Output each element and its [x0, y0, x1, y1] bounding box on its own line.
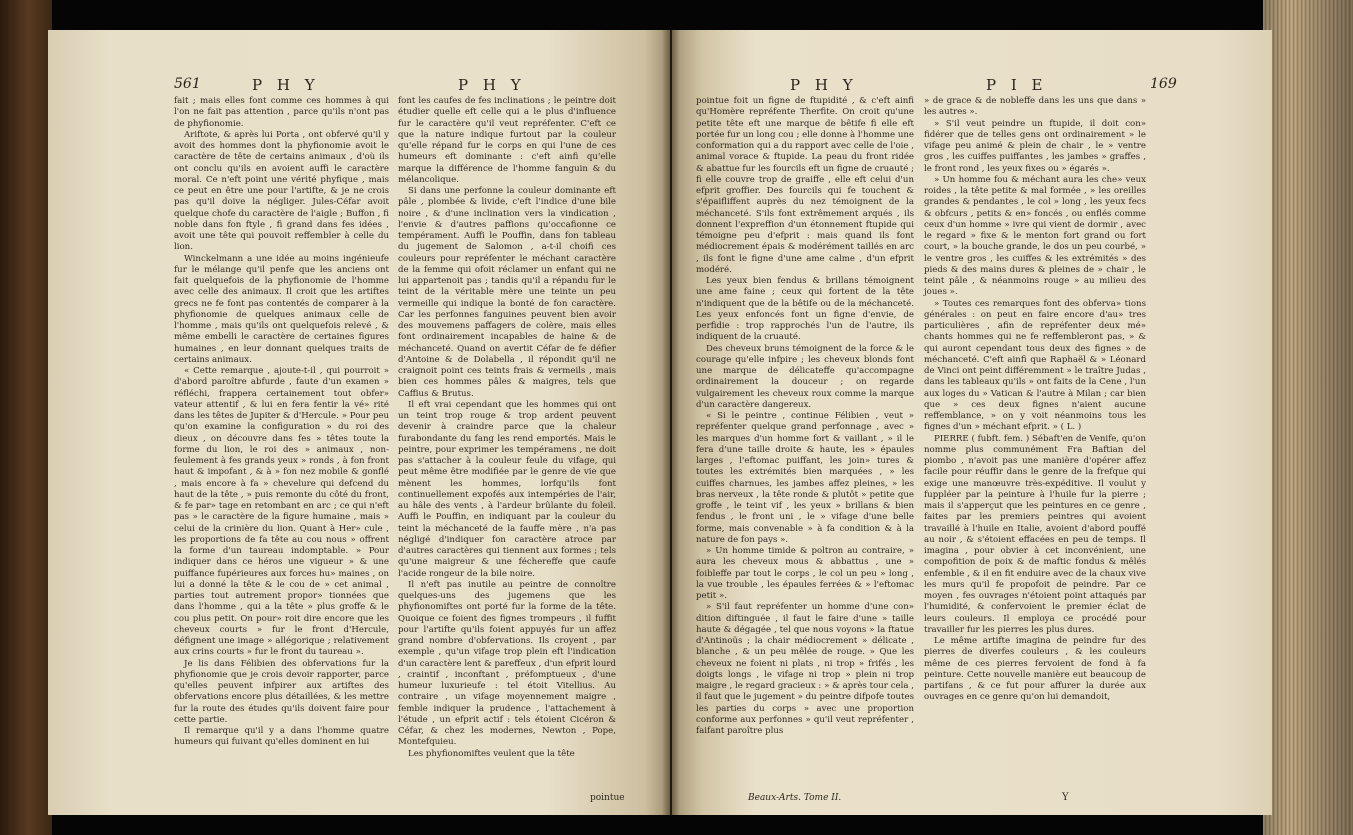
left-running-head-1: P H Y — [252, 76, 320, 94]
right-running-head-1: P H Y — [790, 76, 858, 94]
paragraph: « Si le peintre , continue Félibien , veut » repréfenter quelque grand perfonnage , avec » les marques d'un homme fort & vaillant , » il le fera d'une taille droite & haute, les » épaules larges , l'eftomac puiffant, les join» tures & toutes les extrémités bien marquées , » les cuiffes charnues, les jambes affez pleines, » les bras nerveux , la tête ronde & plutôt » petite que groffe , le teint vif , les yeux » brillans & bien fendus , le front uni , le » vifage d'une belle forme, mais convenable » à fa condition & à la nature de fon pays ». — [696, 411, 914, 545]
paragraph: Des cheveux bruns témoignent de la force & le courage qu'elle infpire ; les cheveux blonds font une marque de délicateffe qu'accompagne ordinairement la douceur ; on regarde vulgairement les cheveux roux comme la marque d'un caractère dangereux. — [696, 343, 914, 410]
paragraph: Si dans une perfonne la couleur dominante eft pâle , plombée & livide, c'eft l'indice d'une bile noire , & d'une inclination vers la vindication , l'envie & d'autres paffions qu'occafionne ce tempérament. Auffi le Pouffin, dans fon tableau du jugement de Salomon , a-t-il choifi ces couleurs pour repréfenter le méchant caractère de la femme qui ofoit réclamer un enfant qui ne lui appartenoit pas ; tandis qu'il a répandu fur le teint de la véritable mère une teinte un peu vermeille qui indique la bonté de fon caractère. Car les perfonnes fanguines peuvent bien avoir des mouvemens paffagers de colère, mais elles font ordinairement incapables de haine & de méchanceté. Quand on avertit Céfar de fe défier d'Antoine & de Dolabella , il répondit qu'il ne craignoit point ces teints frais & vermeils , mais bien ces hommes pâles & maigres, tels que Caffius & Brutus. — [398, 186, 616, 399]
right-page-number: 169 — [1150, 76, 1177, 92]
paragraph: » S'il faut repréfenter un homme d'une con» dition diftinguée , il faut le faire d'une » taille haute & dégagée , tel que nous voyons » la ftatue d'Antinoüs ; la chair médiocrement » délicate , blanche , & un peu mêlée de rouge. » Que les cheveux ne foient ni plats , ni trop » frifés , les doigts longs , le vifage ni trop » plein ni trop maigre , le regard gracieux : » & après tour cela , il faut que le jugement » du peintre difpofe toutes les parties du corps » avec une proportion conforme aux perfonnes » qu'il veut repréfenter , faifant paroître plus — [696, 602, 914, 736]
page-edges-shade — [1263, 0, 1353, 835]
paragraph: PIERRE ( fubft. fem. ) Sébaft'en de Venife, qu'on nomme plus communément Fra Baftian del piombo , n'avoit pas une manière d'opérer affez facile pour réuffir dans le genre de la frefque qui exige une manœuvre très-expéditive. Il voulut y fuppléer par la peinture à l'huile fur la pierre ; mais il s'apperçut que les peintures en ce genre , faites par les premiers peintres qui avoient travaillé à l'huile en Italie, avoient d'abord pouffé au noir , & s'étoient effacées en peu de temps. Il imagina , pour obvier à cet inconvénient, une compofition de poix & de maftic fondus & mêlés enfemble , & il en fit enduire avec de la chaux vive les murs qu'il fe propofoit de peindre. Par ce moyen , fes ouvrages n'étoient point attaqués par l'humidité, & confervoient le premier éclat de leurs couleurs. Il employa ce procédé pour travailler fur les pierres les plus dures. — [924, 433, 1146, 635]
paragraph: font les caufes de fes inclinations ; le peintre doit étudier quelle eft celle qui a le plus d'influence fur le caractère qu'il veut repréfenter. C'eft ce que la nature indique furtout par la couleur qu'elle répand fur le corps en qui l'une de ces humeurs eft dominante : c'eft ainfi qu'elle marque la différence de l'homme fanguin & du mélancolique. — [398, 96, 616, 185]
paragraph: » Un homme timide & poltron au contraire, » aura les cheveux mous & abbattus , une » foibleffe par tout le corps , le col un peu » long , la vue trouble , les épaules ferrées & » l'eftomac petit ». — [696, 546, 914, 601]
left-running-head-2: P H Y — [458, 76, 526, 94]
paragraph: Il n'eft pas inutile au peintre de connoître quelques-uns des jugemens que les phyfionomiftes ont porté fur la forme de la tête. Quoique ce foient des fignes trompeurs , il fuffit pour l'artifte qu'ils foient appuyés fur un affez grand nombre d'obfervations. Ils croyent , par exemple , qu'un vifage trop plein eft l'indication d'un caractère lent & pareffeux , d'un efprit lourd , craintif , inconftant , préfomptueux , d'une humeur luxurieufe : tel étoit Vitellius. Au contraire , un vifage moyennement maigre , femble indiquer la prudence , l'attachement à l'étude , un efprit actif : tels étoient Cicéron & Céfar, & chez les modernes, Newton , Pope, Montefquieu. — [398, 579, 616, 748]
paragraph: » de grace & de nobleffe dans les uns que dans » les autres ». — [924, 96, 1146, 118]
paragraph: » Un homme fou & méchant aura les che» veux roides , la tête petite & mal formée , » les oreilles grandes & pendantes , le col » long , les yeux fecs & obfcurs , petits & en» foncés , ou enflés comme ceux d'un homme » ivre qui vient de dormir , avec le regard » fixe & le menton fort grand ou fort court, » la bouche grande, le dos un peu courbé, » le ventre gros , les cuiffes & les extrémités » des pieds & des mains dures & pleines de » chair , le teint pâle , & néanmoins rouge » au milieu des joues ». — [924, 174, 1146, 298]
book-cover-edge — [0, 0, 52, 835]
paragraph: » S'il veut peindre un ftupide, il doit con» fidérer que de telles gens ont ordinairement » le vifage peu animé & plein de chair , le » ventre gros , les cuiffes puiffantes , les jambes » graffes , le front rond , les yeux fixes ou » égarés ». — [924, 118, 1146, 174]
paragraph: Les phyfionomiftes veulent que la tête — [408, 748, 575, 759]
left-catchword: pointue — [590, 793, 625, 803]
paragraph: « Cette remarque , ajoute-t-il , qui pourroit » d'abord paroître abfurde , faute d'un examen » réfléchi, frappera certainement tout obfer» vateur attentif , & lui en fera fentir la vé» rité dans les têtes de Jupiter & d'Hercule. » Pour peu qu'on examine la configuration » du roi des dieux , on découvre dans fes » têtes toute la forme du lion, le roi des » animaux , non-feulement à fes grands yeux » ronds , à fon front haut & impofant , & à » fon nez mobile & gonflé , mais encore à fa » chevelure qui defcend du haut de la tête , » puis remonte du côté du front, & fe par» tage en retombant en arc ; ce qui n'eft pas » le caractère de la figure humaine , mais » celui de la crinière du lion. Quant à Her» cule , les proportions de fa tête au cou nous » offrent la forme d'un taureau indomptable. » Pour indiquer dans ce héros une vigueur » & une puiffance fupérieures aux forces hu» maines , on lui a donné la tête & le cou de » cet animal , parties tout autrement propor» tionnées que dans l'homme , qui a la tête » plus groffe & le cou plus petit. On pour» roit dire encore que les cheveux courts » fur le front d'Hercule, défignent une image » allégorique ; relativement aux crins courts » fur le front du taureau ». — [174, 366, 389, 658]
paragraph: Il eft vrai cependant que les hommes qui ont un teint trop rouge & trop ardent peuvent devenir à craindre parce que la chaleur furabondante du fang les rend emportés. Mais le peintre, pour exprimer les tempéramens , ne doit pas s'attacher à la couleur feule du vifage, qui peut même être modifiée par le genre de vie que mènent les hommes, lorfqu'ils font continuellement expofés aux intempéries de l'air, au hâle des vents , à l'ardeur brûlante du foleil. Auffi le Pouffin, en indiquant par la couleur du teint la méchanceté de la fauffe mère , n'a pas négligé d'indiquer fon caractère atroce par d'autres caractères qui tiennent aux formes ; tels qu'une maigreur & une féchereffe que caufe l'acide rongeur de la bile noire. — [398, 399, 616, 579]
left-page-column-1 — [174, 96, 389, 786]
paragraph: Ariftote, & après lui Porta , ont obfervé qu'il y avoit des hommes dont la phyfionomie avoit le caractère de tête de certains animaux , d'où ils ont conclu qu'ils en avoient auffi le caractère moral. Ce n'eft point une vérité phyfique , mais ce peut en être une pour l'artifte, & je ne crois pas qu'il doive la négliger. Jules-Céfar avoit quelque chofe du caractère de l'aigle ; Buffon , fi noble dans fon ftyle , fi grand dans fes idées , avoit une tête qui pouvoit reffembler à celle du lion. — [174, 129, 389, 253]
left-page-number: 561 — [174, 76, 201, 92]
paragraph: Winckelmann a une idée au moins ingénieufe fur le mélange qu'il penfe que les anciens ont fait quelquefois de la phyfionomie de l'homme avec celle des animaux. Il croit que les artiftes grecs ne fe font pas contentés de comparer à la phyfionomie de quelques animaux celle de l'homme , mais qu'ils ont quelquefois relevé , & même embelli le caractère de certaines figures humaines , en leur donnant quelques traits de certains animaux. — [174, 253, 389, 365]
paragraph: pointue foit un figne de ftupidité , & c'eft ainfi qu'Homère repréfente Therfite. On croit qu'une petite tête eft une marque de bêtife fi elle eft portée fur un long cou ; elle donne à l'homme une conformation qui a du rapport avec celle de l'oie , animal vorace & ftupide. La peau du front ridée & abattue fur les fourcils eft un figne de cruauté ; fi elle couvre trop de graiffe , elle eft celui d'un efprit groffier. Des fourcils qui fe touchent & s'épaifliffent auprès du nez témoignent de la méchanceté. S'ils font extrêmement arqués , ils donnent l'expreffion d'un étonnement ftupide qui témoigne peu d'efprit : mais quand ils font médiocrement épais & modérément taillés en arc , ils font le figne d'une ame calme , d'un efprit modéré. — [696, 96, 914, 275]
signature-mark: Y — [1062, 792, 1069, 803]
paragraph: » Toutes ces remarques font des obferva» tions générales : on peut en faire encore d'au» tres particulières , afin de repréfenter deux mé» chants hommes qui ne fe reffembleront pas, » & qui auront cependant tous deux des fignes » de méchanceté. C'eft ainfi que Raphaël & » Léonard de Vinci ont peint différemment » le traître Judas , dans les tableaux qu'ils » ont faits de la Cene , l'un aux loges du » Vatican & l'autre à Milan ; car bien que » ces deux fignes n'aient aucune reffemblance, » on y voit néanmoins tous les fignes d'un » méchant efprit. » ( L. ) — [924, 298, 1146, 433]
paragraph: Je lis dans Félibien des obfervations fur la phyfionomie que je crois devoir rapporter, parce qu'elles peuvent infpirer aux artiftes des obfervations encore plus détaillées, & les mettre fur la route des études qu'ils doivent faire pour cette partie. — [174, 658, 389, 725]
paragraph: Le même artifte imagina de peindre fur des pierres de diverfes couleurs , & les couleurs même de ces pierres fervoient de fond à fa peinture. Cette nouvelle manière eut beaucoup de partifans , & ce fut pour affurer la durée aux ouvrages en ce genre qu'on lui demandoit, — [924, 636, 1146, 703]
right-page-column-1 — [696, 96, 914, 786]
right-page-column-2 — [924, 96, 1146, 786]
right-running-head-2: P I E — [986, 76, 1048, 94]
right-page-footer: Beaux-Arts. Tome II. — [748, 793, 842, 803]
paragraph: fait ; mais elles font comme ces hommes à qui l'on ne fait pas attention , parce qu'ils n'ont pas de phyfionomie. — [174, 96, 389, 129]
paragraph: Les yeux bien fendus & brillans témoignent une ame faine ; ceux qui fortent de la tête n'indiquent que de la bêtife ou de la méchanceté. Les yeux enfoncés font un figne d'envie, de perfidie : trop rapprochés l'un de l'autre, ils indiquent de la cruauté. — [696, 276, 914, 343]
paragraph: Il remarque qu'il y a dans l'homme quatre humeurs qui fuivant qu'elles dominent en lui — [174, 726, 389, 748]
left-page-column-2 — [398, 96, 616, 786]
book-gutter — [662, 30, 680, 815]
